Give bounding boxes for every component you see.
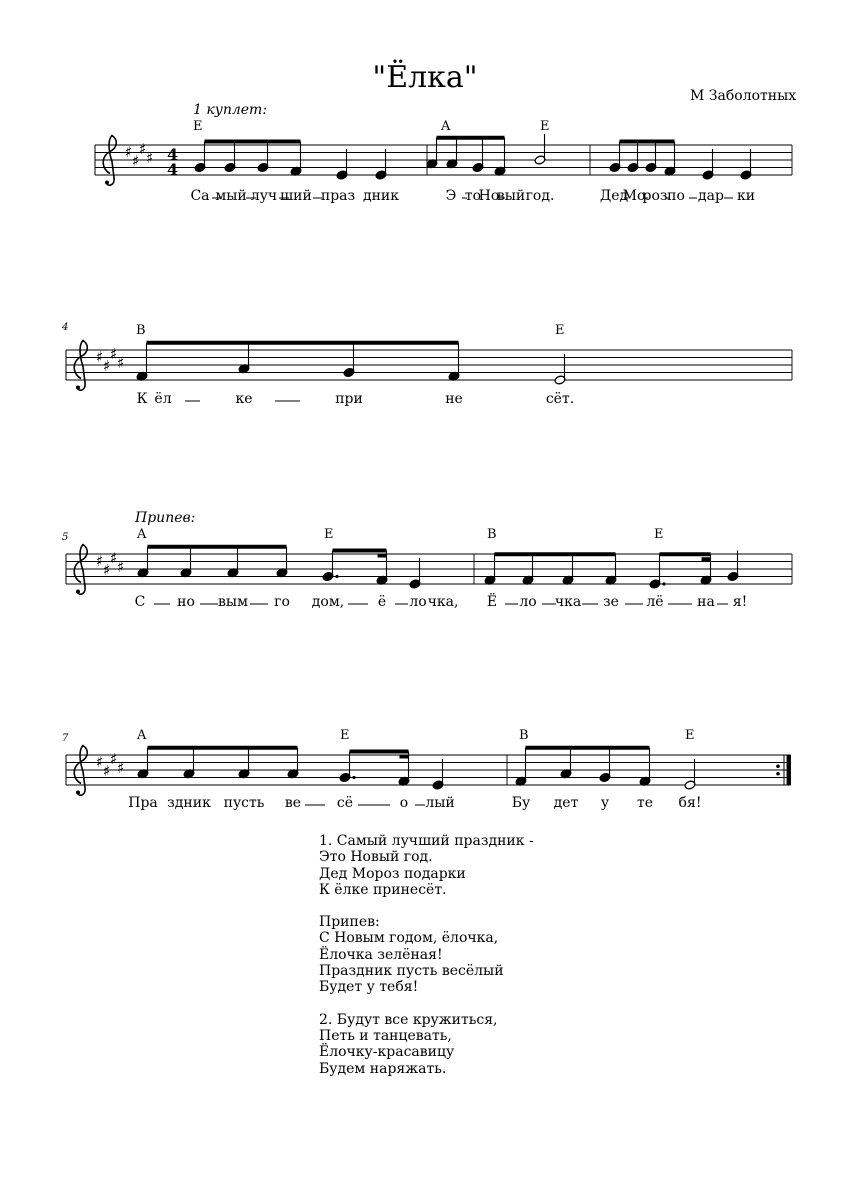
lyric-syllable: Э — [445, 188, 457, 204]
lyric-syllable: ё — [377, 594, 387, 610]
lyric-syllable: праз — [320, 188, 356, 204]
lyric-syllable: роз — [642, 188, 668, 204]
repeat-dot — [776, 764, 780, 768]
chord-symbol: E — [555, 323, 565, 338]
lyric-syllable: Са — [190, 188, 210, 204]
lyric-hyphens — [154, 198, 733, 805]
key-signature — [96, 345, 124, 375]
lyric-syllable: ло — [519, 594, 537, 610]
chord-symbol: E — [324, 527, 334, 542]
dot — [352, 776, 355, 779]
chord-symbol: E — [193, 119, 203, 134]
text-line: Ёлочка зелёная! — [319, 946, 443, 963]
lyric-syllable: не — [445, 391, 463, 407]
lyric-syllable: ве — [284, 795, 302, 811]
chord-symbol: A — [137, 728, 147, 743]
chorus-label: Припев: — [135, 510, 196, 526]
dot — [662, 582, 665, 585]
lyric-syllable: мый — [215, 188, 247, 204]
text-line: Дед Мороз подарки — [319, 865, 466, 882]
lyric-syllable: Дед — [599, 188, 629, 204]
lyric-syllable: ло — [409, 594, 427, 610]
lyric-syllable: я! — [732, 594, 748, 610]
key-signature — [96, 549, 124, 579]
lyric-syllable: С — [134, 594, 146, 610]
chord-symbol: E — [340, 728, 350, 743]
lyric-syllable: бя! — [678, 795, 702, 811]
measure-number: 5 — [62, 532, 69, 543]
final-barline — [787, 755, 791, 785]
text-line: Будет у тебя! — [319, 979, 419, 996]
lyric-syllable: дет — [553, 795, 579, 811]
verse1-lines — [319, 833, 534, 898]
text-line: 2. Будут все кружиться, — [319, 1011, 498, 1028]
text-line: Ёлочку-красавицу — [319, 1044, 455, 1061]
chorus-lines — [319, 914, 534, 995]
lyrics-text-block — [319, 833, 534, 1077]
lyric-syllable: ки — [736, 188, 756, 204]
lyric-syllable: ке — [235, 391, 253, 407]
chord-symbol: E — [685, 728, 695, 743]
text-line: С Новым годом, ёлочка, — [319, 930, 499, 947]
lyric-syllable: на — [697, 594, 715, 610]
lyric-syllable: лё — [646, 594, 664, 610]
lyric-syllable: дар — [698, 188, 724, 204]
text-line: Праздник пусть весёлый — [319, 963, 504, 980]
lyric-syllable: сёт. — [545, 391, 575, 407]
composer: М Заболотных — [690, 88, 797, 104]
text-line: Это Новый год. — [319, 849, 433, 866]
lyric-syllable: зе — [603, 594, 619, 610]
text-line: К ёлке принесёт. — [319, 881, 447, 898]
lyric-syllable: вым — [218, 594, 248, 610]
time-signature-top: 4 — [167, 145, 179, 164]
lyric-syllable: дник — [362, 188, 400, 204]
lyric-syllable: о — [399, 795, 409, 811]
text-line: 1. Самый лучший праздник - — [319, 833, 534, 849]
text-line: Петь и танцевать, — [319, 1027, 452, 1044]
lyric-syllable: чка, — [427, 594, 459, 610]
lyric-syllable: сё — [336, 795, 354, 811]
key-signature — [125, 140, 153, 170]
lyric-syllable: дом, — [311, 594, 345, 610]
lyric-syllable: у — [600, 795, 610, 811]
chord-symbol: B — [487, 527, 497, 542]
time-signature-bottom: 4 — [167, 160, 179, 179]
dot — [335, 575, 338, 578]
lyric-syllable: пусть — [223, 795, 265, 811]
lyric-syllable: по — [667, 188, 685, 204]
lyric-syllable: те — [636, 795, 654, 811]
chord-symbol: A — [137, 527, 147, 542]
lyric-syllable: Пра — [128, 795, 158, 811]
lyric-syllable: го — [274, 594, 290, 610]
lyric-syllable: Бу — [511, 795, 531, 811]
lyric-syllable: вый — [496, 188, 526, 204]
lyric-syllable: лый — [425, 795, 455, 811]
lyric-syllable: Но — [478, 188, 500, 204]
lyric-syllable: то — [464, 188, 482, 204]
song-title: "Ёлка" — [372, 60, 478, 95]
lyric-syllable: год. — [525, 188, 555, 204]
chord-symbol: E — [540, 119, 550, 134]
verse-label: 1 куплет: — [193, 102, 268, 118]
verse2-lines — [319, 1012, 534, 1077]
measure-number: 7 — [62, 733, 69, 744]
lyric-syllable: луч — [250, 188, 278, 204]
chord-symbol: E — [654, 527, 664, 542]
chord-symbol: A — [441, 119, 451, 134]
lyric-syllable: Мо — [622, 188, 646, 204]
text-line: Будем наряжать. — [319, 1060, 447, 1077]
measure-number: 4 — [62, 322, 69, 333]
lyric-syllable: здник — [167, 795, 211, 811]
lyric-syllable: К — [136, 391, 148, 407]
repeat-dot — [776, 772, 780, 776]
lyric-syllable: ёл — [154, 391, 172, 407]
chord-symbol: B — [136, 323, 146, 338]
lyric-syllable: Ё — [486, 594, 498, 610]
text-line: Припев: — [319, 914, 380, 931]
lyric-syllable: но — [177, 594, 195, 610]
lyric-syllable: при — [335, 391, 363, 407]
chord-symbol: B — [519, 728, 529, 743]
lyric-syllable: ший — [280, 188, 312, 204]
lyric-syllable: чка — [554, 594, 582, 610]
key-signature — [96, 750, 124, 780]
